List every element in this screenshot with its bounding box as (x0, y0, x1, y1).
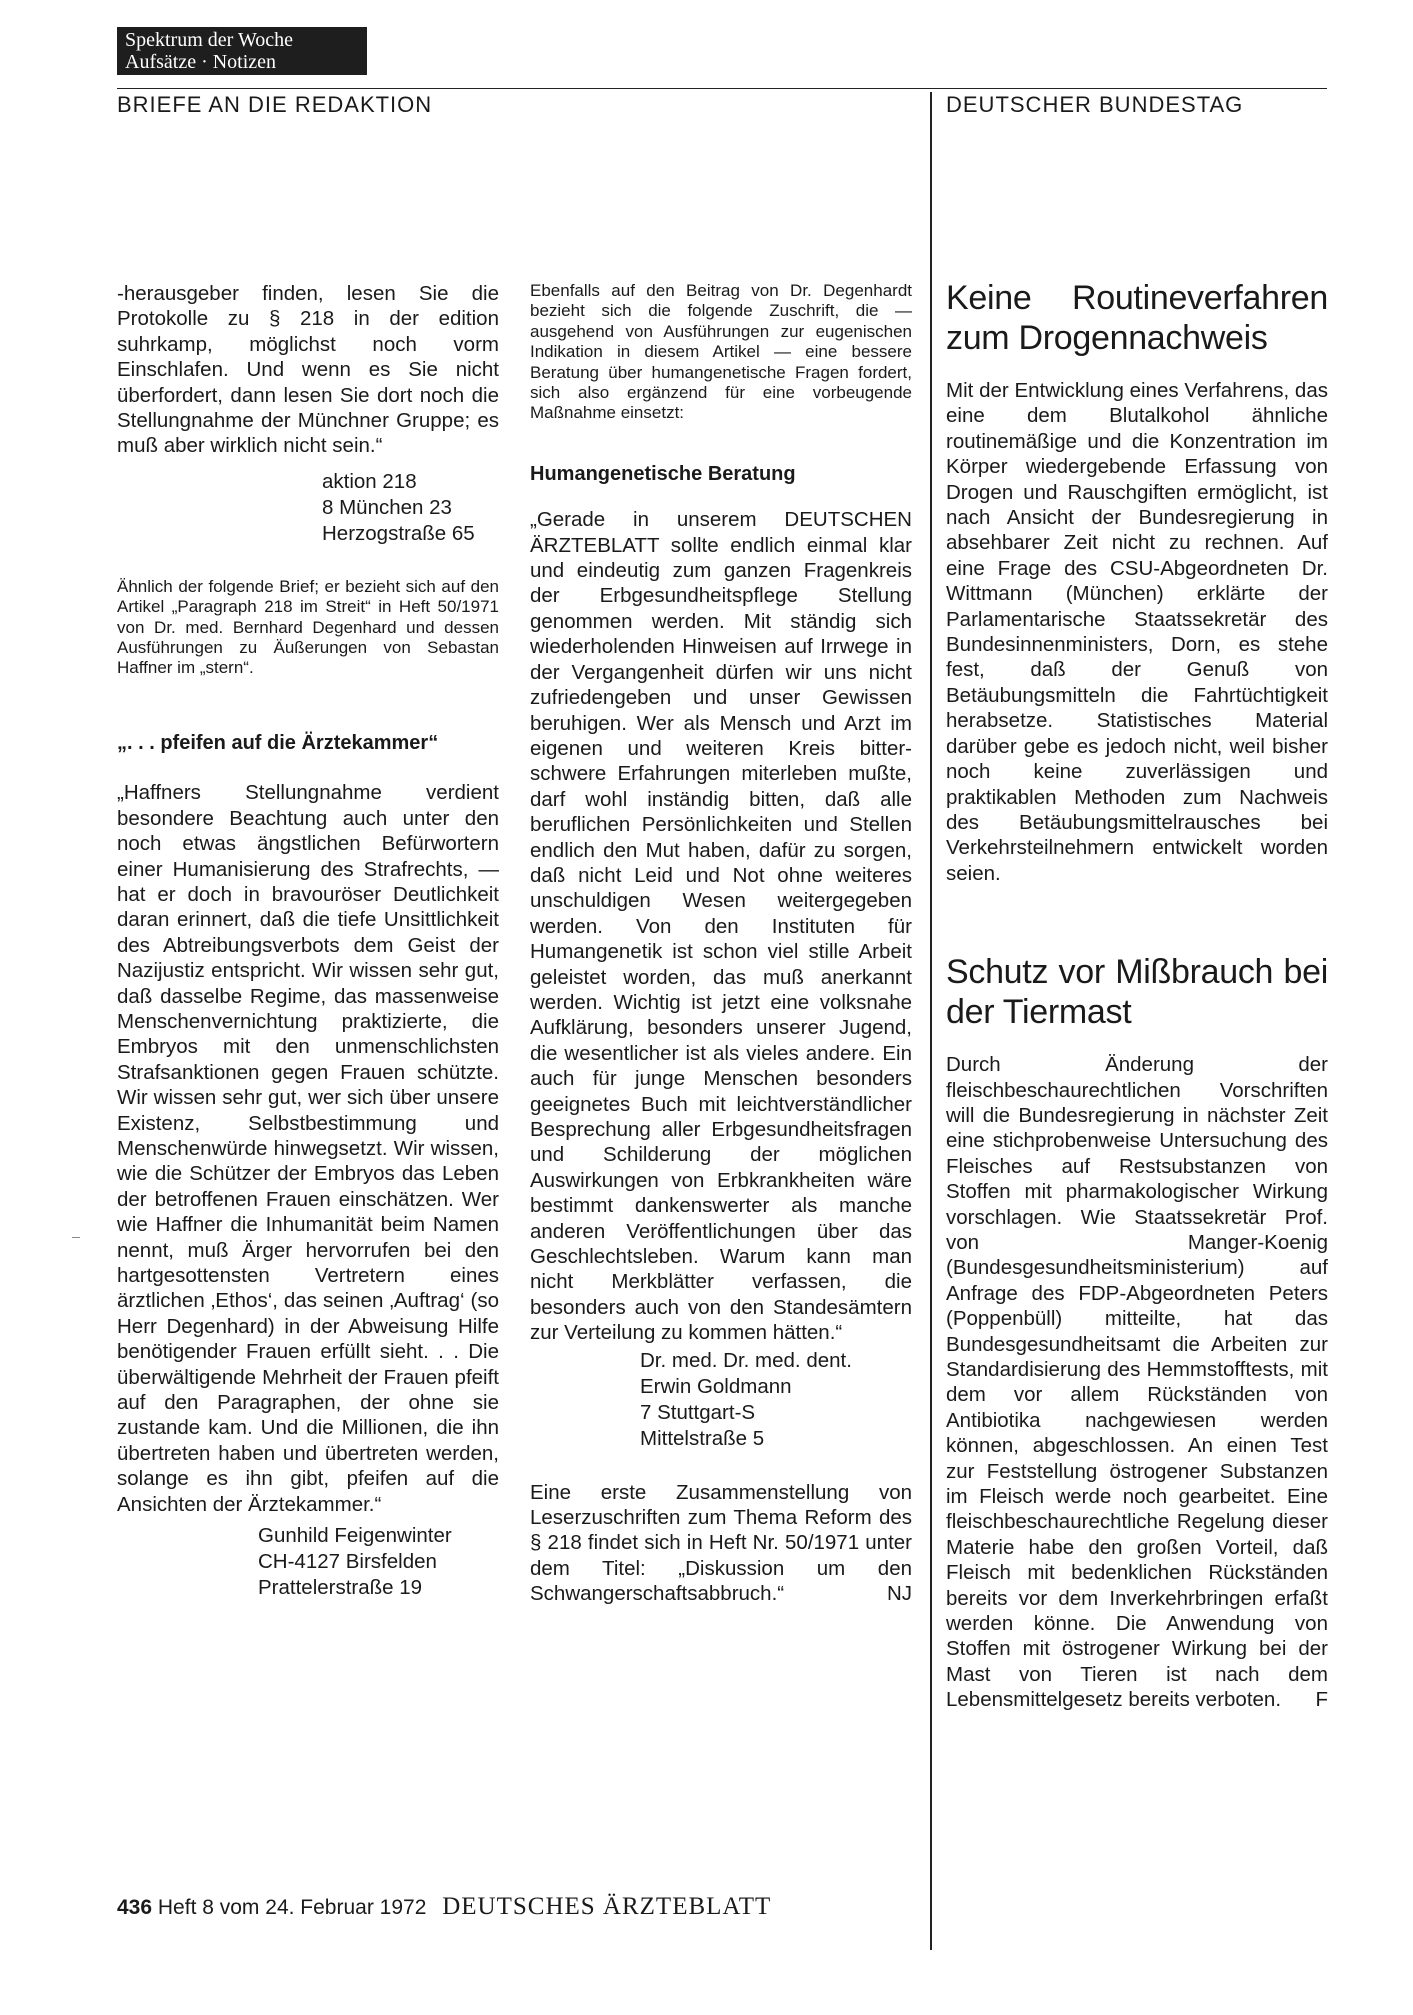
letter-1-signature (117, 469, 499, 547)
signature-line: Herzogstraße 65 (322, 521, 475, 545)
letter-3-subheading: Humangenetische Beratung (530, 462, 796, 485)
page-footer (117, 1893, 771, 1921)
letter-3-text: „Gerade in unserem DEUTSCHEN ÄRZTEBLATT sollte endlich einmal klar und eindeutig zum ganzen Fragenkreis der Erbgesundheitspflege Stellung genommen werden. Mit ständig sich wiederholenden Hinweisen auf Irrwege in der Vergangenheit dürfen wir uns nicht zufriedengeben und unser Gewissen beruhigen. Wer als Mensch und Arzt im eigenen und weiteren Kreis bitter-schwere Erfahrungen miterleben mußte, darf wohl inständig bitten, daß alle beruflichen Persönlichkeiten und Stellen endlich den Mut haben, dafür zu sorgen, daß nicht Leid und Not ohne weiteres unschuldigen Wesen weitergegeben werden. Von den Instituten für Humangenetik ist schon viel stille Arbeit geleistet worden, das muß anerkannt werden. Wichtig ist jetzt eine volksnahe Aufklärung, besonders unserer Jugend, die wesentlicher ist als vieles andere. Ein auch für junge Menschen besonders geeignetes Buch mit leichtverständlicher Besprechung aller Erbgesundheitsfragen und Schilderung der möglichen Auswirkungen von Erbkrankheiten wäre bestimmt dankenswerter als manche anderen Veröffentlichungen über das Geschlechtsleben. Warum kann man nicht Merkblätter verfassen, die besonders auch von den Standesämtern zur Verteilung zu kommen hätten.“ (530, 508, 912, 1345)
editor-initials: NJ (886, 1582, 912, 1606)
page-number: 436 (117, 1896, 153, 1919)
signature-line: 8 München 23 (322, 495, 452, 519)
column-1 (117, 281, 499, 1601)
article-1-body: Mit der Entwicklung eines Verfahrens, das eine dem Blutalkohol ähnliche routinemäßige und die Konzentration im Körper wiedergebende Erfassung von Drogen und Rauschgiften ermöglicht, ist nach Ansicht der Bundesregierung in absehbarer Zeit nicht zu rechnen. Auf eine Frage des CSU-Abgeordneten Dr. Wittmann (München) erklärte der Parlamentarische Staatssekretär des Bundesinnenministers, Dorn, es stehe fest, daß der Genuß von Betäubungsmitteln die Fahrtüchtigkeit herabsetze. Statistisches Material darüber gebe es jedoch nicht, weil bisher noch keine zuverlässigen und praktikablen Methoden zum Nachweis des Betäubungsmittelrausches bei Verkehrsteilnehmern entwickelt worden seien. (946, 379, 1328, 885)
signature-line: 7 Stuttgart-S (640, 1400, 756, 1424)
section-title-bundestag: DEUTSCHER BUNDESTAG (946, 92, 1244, 117)
letter-1-text: -herausgeber finden, lesen Sie die Protokolle zu § 218 in der edition suhrkamp, möglichst noch vorm Einschlafen. Und wenn es Sie nicht überfordert, dann lesen Sie dort noch die Stellungnahme der Münchner Gruppe; es muß aber wirklich nicht sein.“ (117, 282, 499, 458)
article-2-text: Durch Änderung der fleischbeschaurechtlichen Vorschriften will die Bundesregierung in nächster Zeit eine stichprobenweise Untersuchung des Fleisches auf Restsubstanzen von Stoffen mit pharmakologischer Wirkung vorschlagen. Wie Staatssekretär Prof. von Manger-Koenig (Bundesgesundheitsministerium) auf Anfrage des FDP-Abgeordneten Peters (Poppenbüll) mitteilte, hat das Bundesgesundheitsamt die Arbeiten zur Standardisierung des Hemmstofftests, mit dem vor allem Rückständen von Antibiotika nachgewiesen werden können, abgeschlossen. An einen Test zur Feststellung östrogener Substanzen im Fleisch werde noch gearbeitet. Eine fleischbeschaurechtliche Regelung dieser Materie habe den großen Vorteil, daß Fleisch mit bedenklichen Rückständen bereits vor dem Inverkehrbringen erfaßt werden könne. Die Anwendung von Stoffen mit östrogener Wirkung bei der Mast von Tieren ist nach dem Lebensmittelgesetz bereits verboten. (946, 1053, 1328, 1712)
editor-note (530, 1480, 912, 1607)
magazine-name: DEUTSCHES ÄRZTEBLATT (442, 1893, 772, 1920)
badge-line-1: Spektrum der Woche (125, 29, 293, 51)
letter-2-subheading: „. . . pfeifen auf die Ärztekammer“ (117, 731, 439, 754)
letter-3-intro: Ebenfalls auf den Beitrag von Dr. Degenhardt bezieht sich die folgende Zuschrift, die — ausgehend von Ausführungen zur eugenischen Indikation in diesem Artikel — eine bessere Beratung über humangenetische Fragen fordert, sich also ergänzend für eine vorbeugende Maßnahme einsetzt: (530, 281, 912, 423)
issue-info: Heft 8 vom 24. Februar 1972 (157, 1896, 427, 1919)
signature-line: Dr. med. Dr. med. dent. (640, 1348, 852, 1372)
article-2-headline: Schutz vor Mißbrauch bei der Tiermast (946, 953, 1328, 1032)
signature-line: Erwin Goldmann (640, 1374, 792, 1398)
letter-2-text: „Haffners Stellungnahme verdient besondere Beachtung auch unter den noch etwas ängstlichen Befürwortern einer Humanisierung des Strafrechts, — hat er doch in bravouröser Deutlichkeit daran erinnert, daß die tiefe Unsittlichkeit des Abtreibungsverbots dem Geist der Nazijustiz entspricht. Wir wissen sehr gut, daß dasselbe Regime, das massenweise Menschenvernichtung praktizierte, die Embryos mit den unmenschlichsten Strafsanktionen gegen Frauen schützte. Wir wissen sehr gut, wer sich über unsere Existenz, Selbstbestimmung und Menschenwürde hinwegsetzt. Wir wissen, wie die Schützer der Embryos das Leben der betroffenen Frauen einschätzen. Wer wie Haffner die Inhumanität beim Namen nennt, muß Ärger hervorrufen bei den hartgesottensten Vertretern eines ärztlichen ‚Ethos‘, das seinen ‚Auftrag‘ (so Herr Degenhard) in der Abweisung Hilfe benötigender Frauen erfüllt sieht. . . Die überwältigende Mehrheit der Frauen pfeift auf den Paragraphen, der ohne sie zustande kam. Und die Millionen, die ihn übertreten haben und übertreten werden, solange es ihn gibt, pfeifen auf die Ansichten der Ärztekammer.“ (117, 781, 499, 1516)
section-title-letters: BRIEFE AN DIE REDAKTION (117, 92, 433, 117)
badge-line-2: Aufsätze · Notizen (125, 51, 277, 73)
letter-2-intro: Ähnlich der folgende Brief; er bezieht sich auf den Artikel „Paragraph 218 im Streit“ in Heft 50/1971 von Dr. med. Bernhard Degenhard und dessen Ausführungen zu Äußerungen von Sebastan Haffner im „stern“. (117, 576, 499, 678)
article-2-initial: F (1315, 1688, 1328, 1712)
letter-3-signature (530, 1348, 912, 1452)
column-3 (946, 278, 1328, 1713)
column-divider (930, 92, 932, 1950)
column-2 (530, 281, 912, 1607)
article-1-headline: Keine Routineverfahren zum Drogennachweis (946, 279, 1328, 357)
letter-2-signature (117, 1523, 499, 1601)
section-badge (117, 27, 367, 75)
signature-line: Prattelerstraße 19 (258, 1576, 423, 1600)
margin-tick (72, 1237, 80, 1238)
signature-line: CH-4127 Birsfelden (258, 1550, 437, 1574)
article-2-body (946, 1052, 1328, 1713)
signature-line: Mittelstraße 5 (640, 1426, 765, 1450)
top-rule (117, 88, 1327, 89)
signature-line: aktion 218 (322, 469, 417, 493)
signature-line: Gunhild Feigenwinter (258, 1524, 452, 1548)
editor-note-text: Eine erste Zusammenstellung von Leserzuschriften zum Thema Reform des § 218 findet sich in Heft Nr. 50/1971 unter dem Titel: „Diskussion um den Schwangerschaftsabbruch.“ (530, 1480, 912, 1606)
